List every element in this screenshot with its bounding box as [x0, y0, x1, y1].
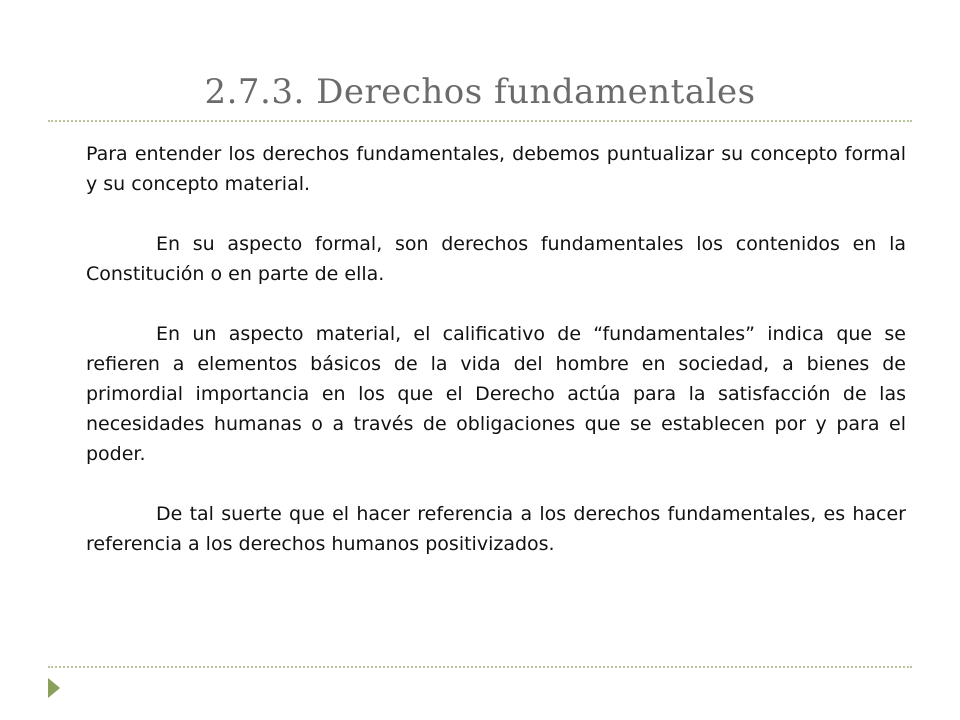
paragraph-intro: Para entender los derechos fundamentales, debemos puntualizar su concepto formal y su concepto material.: [86, 143, 906, 195]
slide-title: 2.7.3. Derechos fundamentales: [204, 72, 756, 112]
slide-content: [86, 139, 906, 589]
paragraph-formal: En su aspecto formal, son derechos fundamentales los contenidos en la Constitución o en parte de ella.: [86, 233, 906, 285]
title-divider: [48, 120, 912, 122]
paragraph-material: En un aspecto material, el calificativo de “fundamentales” indica que se refieren a elementos básicos de la vida del hombre en sociedad, a bienes de primordial importancia en los que el Derecho actúa para la satisfacción de las necesidades humanas o a través de obligaciones que se establecen por y para el poder.: [86, 323, 906, 465]
paragraph-conclusion: De tal suerte que el hacer referencia a los derechos fundamentales, es hacer referencia a los derechos humanos positivizados.: [86, 503, 906, 555]
footer-divider: [48, 666, 912, 668]
triangle-right-icon: [48, 678, 60, 698]
